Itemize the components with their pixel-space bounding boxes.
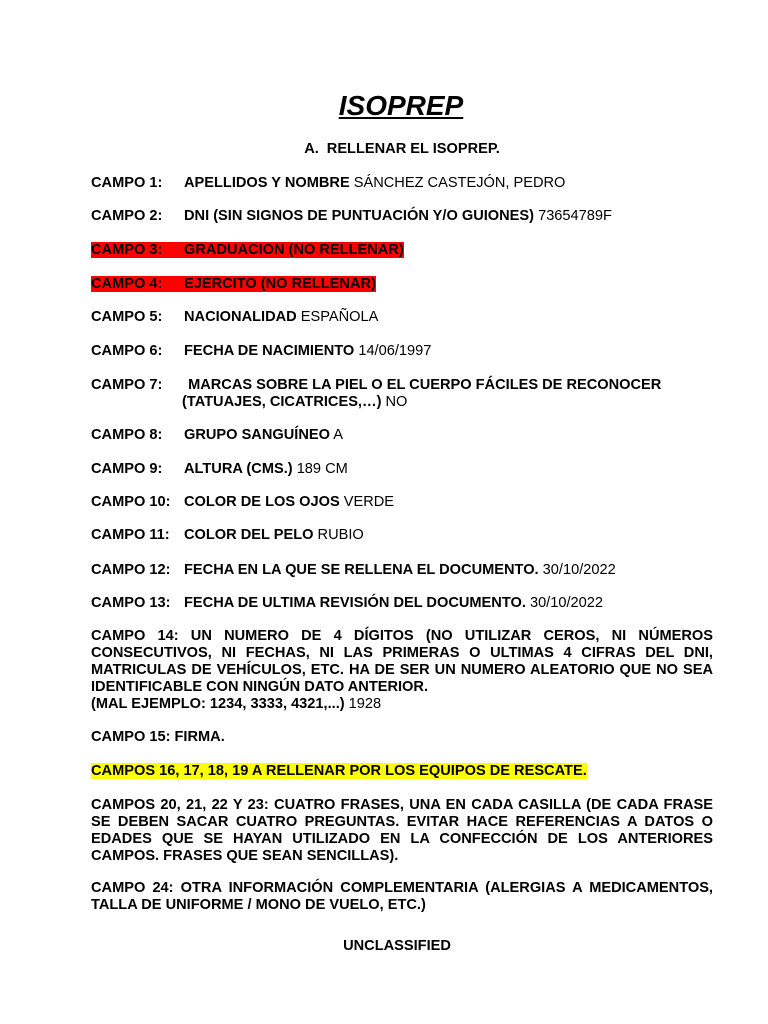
field-row bbox=[91, 562, 713, 579]
field-value: 30/10/2022 bbox=[529, 595, 603, 611]
red-highlight bbox=[91, 242, 404, 258]
field-value: 14/06/1997 bbox=[358, 343, 432, 359]
campos20-23-paragraph: CAMPOS 20, 21, 22 Y 23: CUATRO FRASES, UNA EN CADA CASILLA (DE CADA FRASE SE DEBEN SACAR CUATRO PREGUNTAS. EVITAR HACE REFERENCIAS A DATOS O EDADES QUE SE HAYAN UTILIZADO EN LA CONFECCIÓN DE LOS ANTERIORES CAMPOS. FRASES QUE SEAN SENCILLAS). bbox=[91, 797, 713, 864]
section-label: RELLENAR EL ISOPREP. bbox=[326, 141, 500, 157]
campo14-value: 1928 bbox=[348, 696, 382, 712]
field-value: A bbox=[333, 427, 343, 443]
field-row bbox=[91, 377, 713, 411]
classification-footer: UNCLASSIFIED bbox=[343, 938, 451, 954]
field-value: VERDE bbox=[343, 494, 395, 510]
field-label: CAMPO 2: bbox=[91, 208, 163, 224]
field-desc-continued: (TATUAJES, CICATRICES,…) bbox=[182, 394, 382, 410]
field-label: CAMPO 6: bbox=[91, 343, 163, 359]
field-label: CAMPO 5: bbox=[91, 309, 163, 325]
campos16-19-line bbox=[91, 763, 713, 780]
field-desc: ALTURA (CMS.) bbox=[184, 461, 293, 477]
field-row bbox=[91, 208, 713, 225]
field-label: CAMPO 13: bbox=[91, 595, 171, 611]
field-value: 189 CM bbox=[296, 461, 348, 477]
field-desc: NACIONALIDAD bbox=[184, 309, 297, 325]
field-value: ESPAÑOLA bbox=[300, 309, 379, 325]
field-value: RUBIO bbox=[317, 527, 364, 543]
field-desc: GRUPO SANGUÍNEO bbox=[184, 427, 330, 443]
field-row-highlighted bbox=[91, 242, 713, 259]
field-desc: FECHA DE ULTIMA REVISIÓN DEL DOCUMENTO. bbox=[184, 595, 526, 611]
field-label: CAMPO 11: bbox=[91, 527, 170, 543]
field-row bbox=[91, 527, 713, 544]
field-row bbox=[91, 309, 713, 326]
field-desc: EJERCITO (NO RELLENAR) bbox=[184, 276, 376, 292]
field-label: CAMPO 10: bbox=[91, 494, 171, 510]
field-label: CAMPO 3: bbox=[91, 242, 163, 258]
field-desc: APELLIDOS Y NOMBRE bbox=[184, 175, 350, 191]
section-heading bbox=[0, 141, 768, 158]
field-row bbox=[91, 494, 713, 511]
field-value: 30/10/2022 bbox=[542, 562, 616, 578]
field-row-highlighted bbox=[91, 276, 713, 293]
field-row bbox=[91, 595, 713, 612]
campo15-line: CAMPO 15: FIRMA. bbox=[91, 729, 225, 745]
field-row bbox=[91, 461, 713, 478]
campo24-paragraph: CAMPO 24: OTRA INFORMACIÓN COMPLEMENTARIA (ALERGIAS A MEDICAMENTOS, TALLA DE UNIFORME / MONO DE VUELO, ETC.) bbox=[91, 880, 713, 913]
campo14-text: CAMPO 14: UN NUMERO DE 4 DÍGITOS (NO UTILIZAR CEROS, NI NÚMEROS CONSECUTIVOS, NI FECHAS, NI LAS PRIMERAS O ULTIMAS 4 CIFRAS DEL DNI, MATRICULAS DE VEHÍCULOS, ETC. HA DE SER UN NUMERO ALEATORIO QUE NO SEA IDENTIFICABLE CON NINGÚN DATO ANTERIOR. bbox=[91, 628, 713, 695]
field-label: CAMPO 1: bbox=[91, 175, 163, 191]
field-value: 73654789F bbox=[538, 208, 612, 224]
campo14-paragraph bbox=[91, 628, 713, 713]
field-desc: GRADUACION (NO RELLENAR) bbox=[184, 242, 404, 258]
section-number: A. bbox=[304, 141, 319, 157]
field-desc: MARCAS SOBRE LA PIEL O EL CUERPO FÁCILES DE RECONOCER bbox=[188, 377, 662, 393]
field-label: CAMPO 8: bbox=[91, 427, 163, 443]
field-value: SÁNCHEZ CASTEJÓN, PEDRO bbox=[353, 175, 566, 191]
campo14-example: (MAL EJEMPLO: 1234, 3333, 4321,...) bbox=[91, 696, 345, 712]
field-desc: FECHA EN LA QUE SE RELLENA EL DOCUMENTO. bbox=[184, 562, 539, 578]
yellow-highlight: CAMPOS 16, 17, 18, 19 A RELLENAR POR LOS EQUIPOS DE RESCATE. bbox=[91, 763, 587, 779]
field-desc: COLOR DE LOS OJOS bbox=[184, 494, 340, 510]
field-desc: DNI (SIN SIGNOS DE PUNTUACIÓN Y/O GUIONES) bbox=[184, 208, 535, 224]
field-desc: COLOR DEL PELO bbox=[184, 527, 314, 543]
document-title: ISOPREP bbox=[338, 90, 464, 121]
field-label: CAMPO 12: bbox=[91, 562, 171, 578]
red-highlight bbox=[91, 276, 376, 292]
field-desc: FECHA DE NACIMIENTO bbox=[184, 343, 355, 359]
field-label: CAMPO 7: bbox=[91, 377, 163, 393]
field-label: CAMPO 9: bbox=[91, 461, 163, 477]
field-row bbox=[91, 427, 713, 444]
field-row bbox=[91, 343, 713, 360]
field-row bbox=[91, 175, 713, 192]
field-value: NO bbox=[385, 394, 408, 410]
field-label: CAMPO 4: bbox=[91, 276, 163, 292]
